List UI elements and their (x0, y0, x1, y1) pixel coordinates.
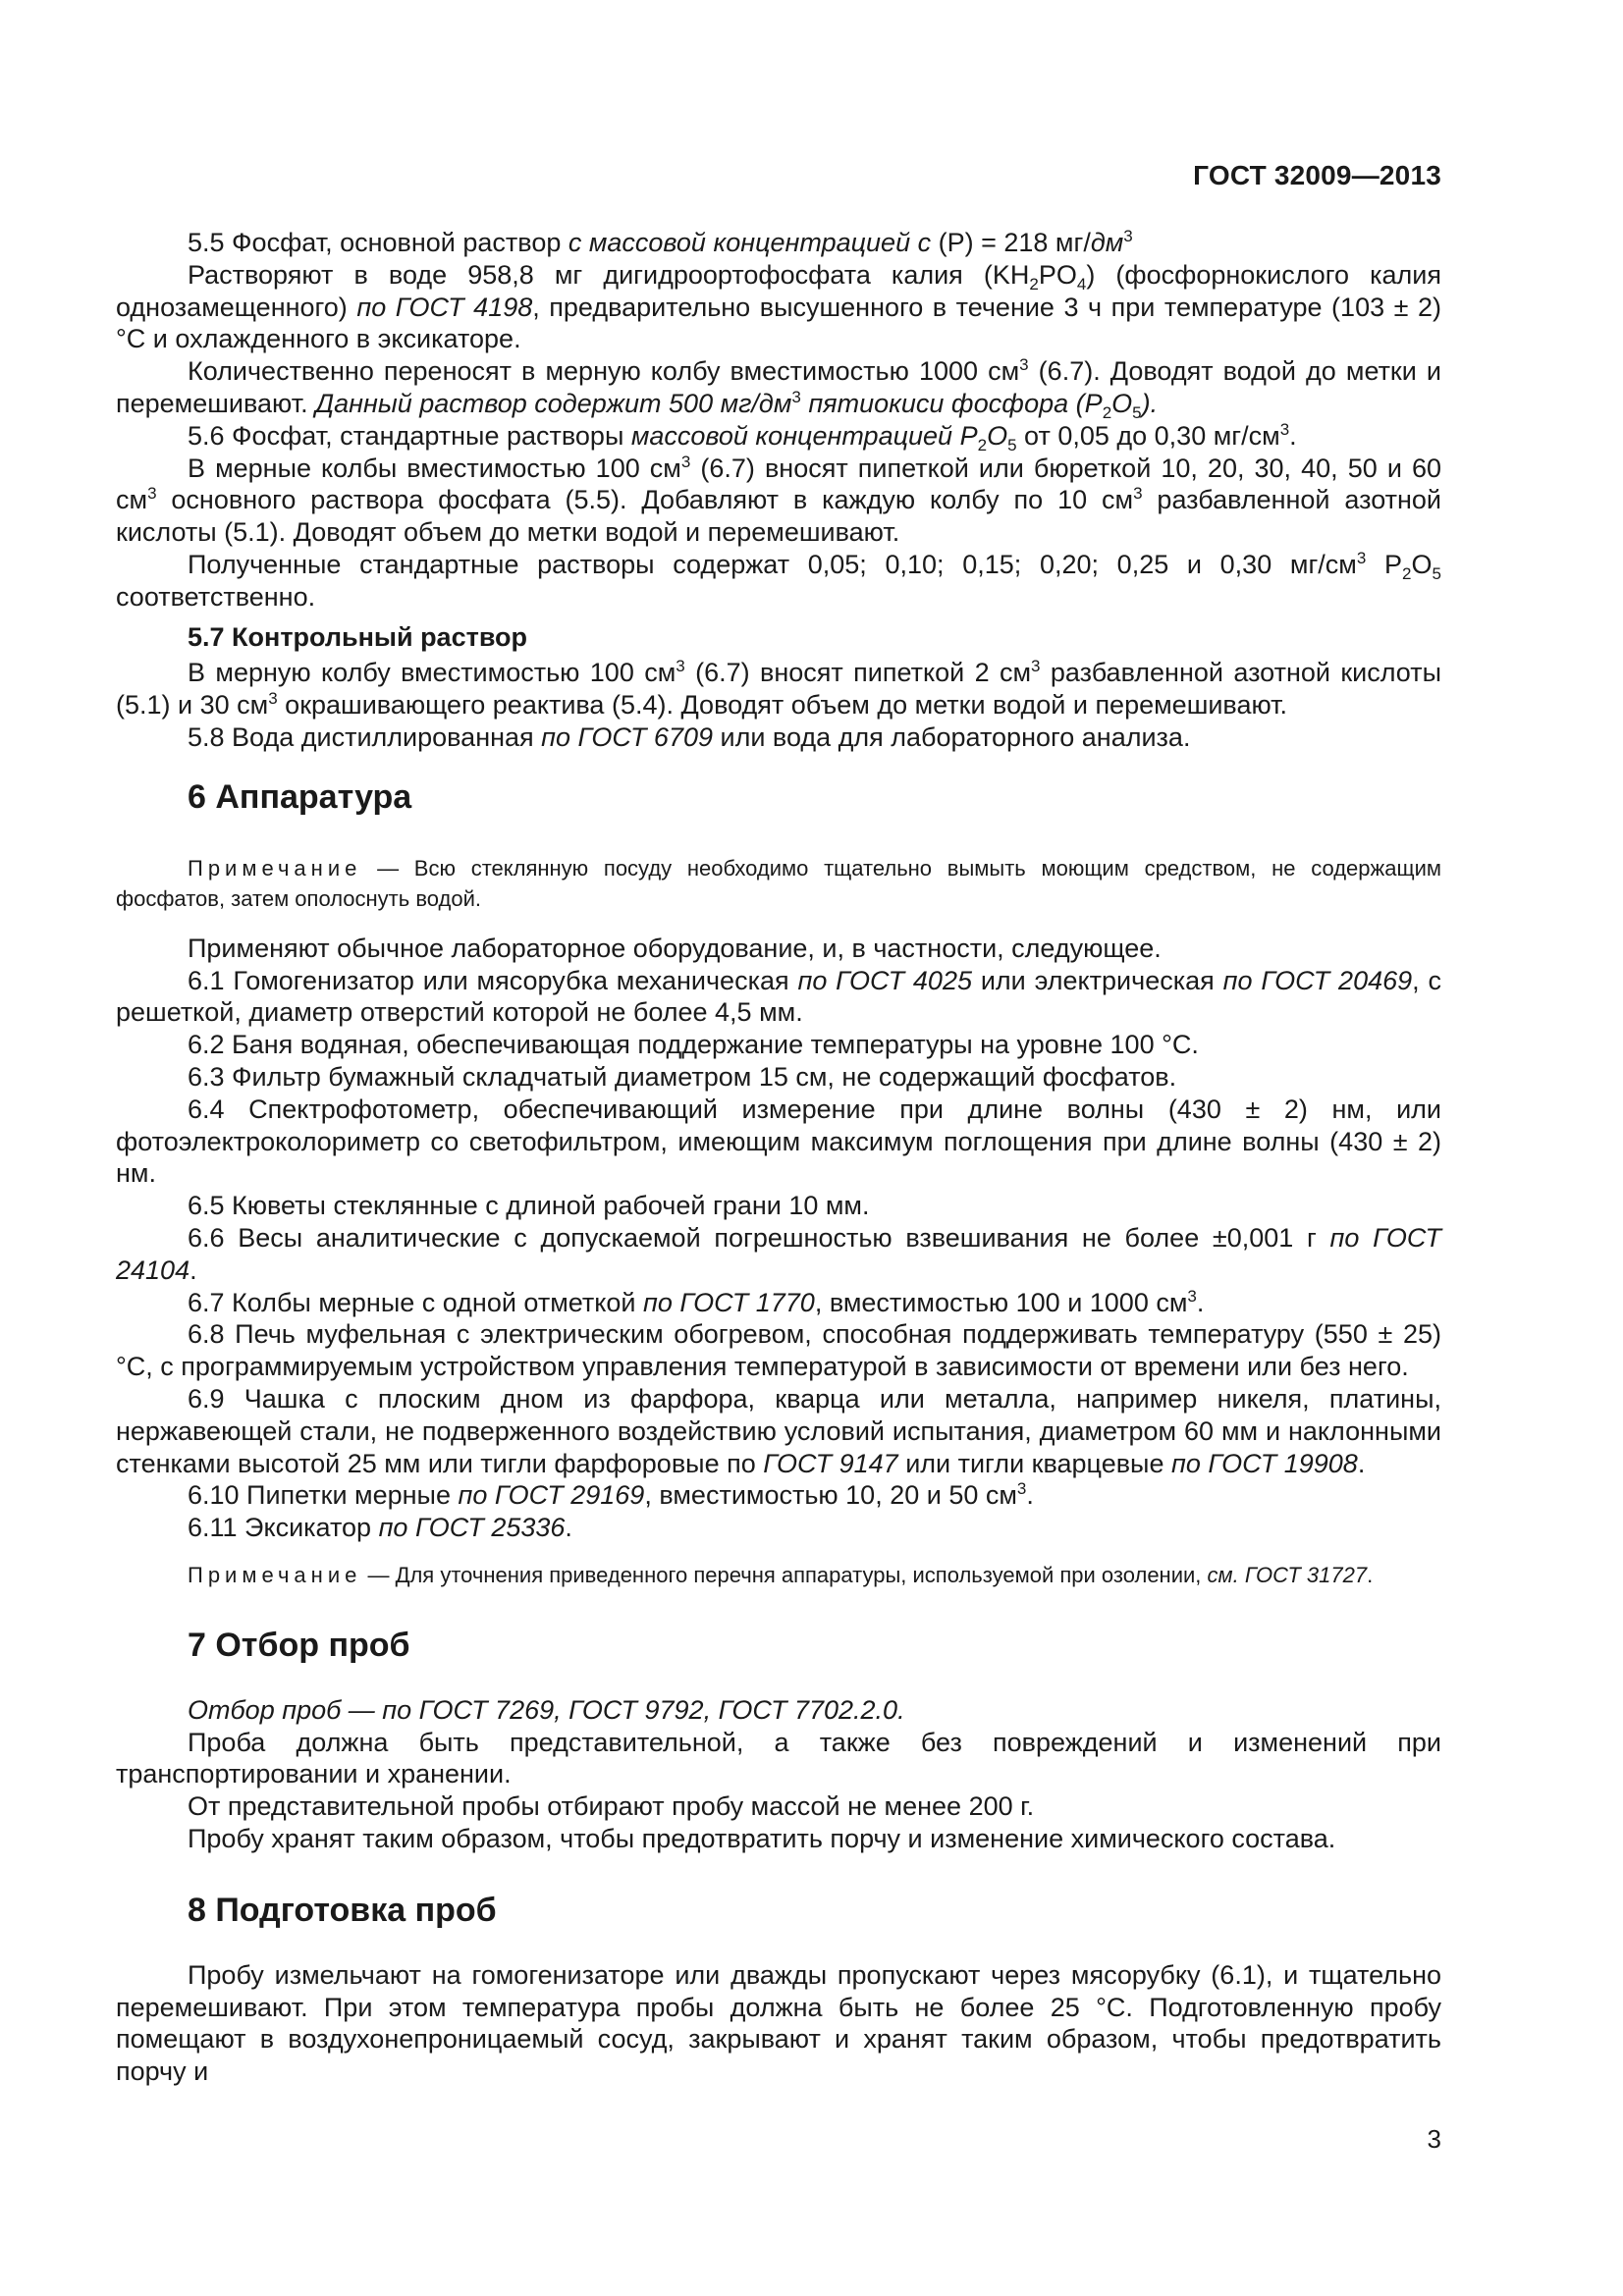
page-body (116, 227, 1441, 2088)
italic-run: Данный раствор содержит 500 мг/дм (315, 388, 792, 418)
text-run: Р (1366, 549, 1403, 579)
italic-run: по ГОСТ 25336 (378, 1513, 566, 1543)
italic-run: по ГОСТ 19908 (1170, 1448, 1358, 1478)
italic-run: дм (1090, 228, 1124, 257)
text-run: или вода для лабораторного анализа. (713, 721, 1191, 752)
section-8-title: 8 Подготовка проб (188, 1891, 497, 1929)
section-8-para-1: Пробу измельчают на гомогенизаторе или дважды пропускают через мясорубку (6.1), и тщательно перемешивают. При этом температура пробы должна быть не более 25 °С. Подготовленную пробу помещают в воздухонепроницаемый сосуд, закрывают и хранят таким образом, чтобы предотвратить порчу и (116, 1959, 1441, 2087)
clause-6-7 (116, 1287, 1441, 1319)
text-run: 6.7 Колбы мерные с одной отметкой (188, 1287, 643, 1317)
clause-6-3: 6.3 Фильтр бумажный складчатый диаметром 15 см, не содержащий фосфатов. (188, 1061, 1177, 1092)
text-run: 6.11 Эксикатор (188, 1513, 379, 1543)
text-run: О (1411, 549, 1433, 579)
superscript: 3 (1031, 657, 1041, 676)
clause-6-4: 6.4 Спектрофотометр, обеспечивающий измерение при длине волны (430 ± 2) нм, или фотоэлектроколориметр со светофильтром, имеющим максимум поглощения при длине волны (430 ± 2) нм. (116, 1094, 1441, 1189)
subscript: 5 (1132, 402, 1142, 422)
clause-6-8: 6.8 Печь муфельная с электрическим обогревом, способная поддерживать температуру (550 ± 25) °С, с программируемым устройством управления температурой в зависимости от времени или без него. (116, 1319, 1441, 1382)
italic-run: по ГОСТ 20469 (1222, 965, 1413, 995)
text-run: В мерные колбы вместимостью 100 см (188, 453, 681, 483)
text-run: (6.7). Доводят водой до метки и перемешивают. (116, 356, 1441, 418)
text-run: 5.8 Вода дистиллированная (188, 721, 542, 752)
superscript: 3 (1356, 548, 1367, 567)
subscript: 2 (977, 435, 988, 454)
italic-run: ). (1141, 388, 1159, 418)
superscript: 3 (680, 452, 691, 471)
superscript: 3 (1016, 1479, 1027, 1499)
section-7-para-1 (116, 1694, 1441, 1727)
text-run: разбавленной азотной кислоты (5.1) и 30 см (116, 658, 1441, 721)
section-6-intro: Применяют обычное лабораторное оборудование, и, в частности, следующее. (188, 933, 1162, 963)
text-run: основного раствора фосфата (5.5). Добавляют в каждую колбу по 10 см (156, 485, 1134, 515)
clause-6-1 (116, 965, 1441, 1030)
section-7-para-3: От представительной пробы отбирают пробу массой не менее 200 г. (188, 1791, 1035, 1822)
text-run: 5.6 Фосфат, стандартные растворы (188, 420, 631, 451)
subscript: 2 (1029, 274, 1039, 294)
clause-5-6-body-2 (116, 549, 1441, 614)
clause-5-6-body-1 (116, 453, 1441, 549)
document-code-header: ГОСТ 32009—2013 (1193, 160, 1441, 190)
text-run: — Для уточнения приведенного перечня аппаратуры, используемой при озолении, (361, 1562, 1208, 1587)
text-run: , с решеткой, диаметр отверстий которой не более 4,5 мм. (116, 965, 1441, 1028)
text-run: . (189, 1255, 197, 1285)
clause-5-5-body-1 (116, 259, 1441, 355)
text-run: или тигли кварцевые (897, 1448, 1171, 1478)
text-run: , вместимостью 10, 20 и 50 см (644, 1480, 1017, 1511)
italic-run: массовой концентрацией Р (630, 420, 978, 451)
text-run: , вместимостью 100 и 1000 см (814, 1287, 1188, 1317)
italic-run: по ГОСТ 4198 (356, 292, 533, 322)
text-run: PO (1038, 259, 1077, 290)
text-run: Растворяют в воде 958,8 мг дигидроортофосфата калия (KH (188, 259, 1030, 290)
clause-5-7-body (116, 657, 1441, 721)
text-run: . (1367, 1562, 1374, 1587)
superscript: 3 (1133, 484, 1143, 504)
clause-5-6 (116, 420, 1441, 453)
text-run: окрашивающего реактива (5.4). Доводят объем до метки водой и перемешивают. (277, 690, 1288, 721)
text-run: , предварительно высушенного в течение 3 ч при температуре (103 ± 2) °С и охлажденного в эксикаторе. (116, 292, 1441, 354)
text-run: 5.5 Фосфат, основной раствор (188, 228, 568, 257)
page-number: 3 (1427, 2124, 1441, 2154)
subscript: 4 (1076, 274, 1087, 294)
text-run: или электрическая (971, 965, 1223, 995)
section-6-note (116, 853, 1441, 914)
section-6-note-2 (116, 1560, 1441, 1590)
italic-run: ГОСТ 9147 (763, 1448, 898, 1478)
text-run: . (1357, 1448, 1366, 1478)
text-run: от 0,05 до 0,30 мг/см (1016, 420, 1280, 451)
text-run: соответственно. (116, 581, 316, 612)
subscript: 5 (1007, 435, 1017, 454)
italic-run: с массовой концентрацией с (568, 228, 932, 257)
italic-run: О (1111, 388, 1133, 418)
text-run: (6.7) вносят пипеткой или бюреткой 10, 20, 30, 40, 50 и 60 см (116, 453, 1441, 515)
text-run: — Всю стеклянную посуду необходимо тщательно вымыть моющим средством, не содержащим фосфатов, затем ополоснуть водой. (116, 855, 1441, 911)
text-run: 6.9 Чашка с плоским дном из фарфора, кварца или металла, например никеля, платины, нержавеющей стали, не подверженного воздействию условий испытания, диаметром 60 мм и наклонными стенками высотой 25 мм или тигли фарфоровые по (116, 1383, 1441, 1478)
text-run: . (1289, 420, 1297, 451)
superscript: 3 (1019, 355, 1029, 375)
section-7-para-4: Пробу хранят таким образом, чтобы предотвратить порчу и изменение химического состава. (188, 1824, 1336, 1854)
italic-run: см. ГОСТ 31727 (1207, 1562, 1368, 1587)
clause-6-10 (116, 1479, 1441, 1512)
italic-run: по ГОСТ 6709 (541, 721, 713, 752)
italic-run: по ГОСТ 1770 (642, 1287, 815, 1317)
italic-run: О (987, 420, 1008, 451)
superscript: 3 (1123, 227, 1133, 245)
text-run: . (1026, 1480, 1034, 1511)
subscript: 5 (1432, 563, 1441, 583)
superscript: 3 (268, 689, 278, 709)
superscript: 3 (1187, 1286, 1197, 1306)
superscript: 3 (147, 484, 157, 504)
italic-run: Отбор проб — по ГОСТ 7269, ГОСТ 9792, ГОСТ 7702.2.0. (188, 1694, 905, 1725)
section-7-title: 7 Отбор проб (188, 1626, 410, 1664)
text-run: (6.7) вносят пипеткой 2 см (684, 658, 1032, 688)
section-6-title: 6 Аппаратура (188, 777, 412, 816)
clause-5-8 (116, 721, 1441, 754)
clause-6-11 (116, 1512, 1441, 1544)
text-run: (Р) = 218 мг/ (931, 228, 1091, 257)
clause-5-7-title: 5.7 Контрольный раствор (188, 621, 528, 652)
clause-5-5 (116, 227, 1441, 259)
superscript: 3 (676, 657, 685, 676)
italic-run: по ГОСТ 24104 (116, 1222, 1442, 1285)
clause-6-6 (116, 1222, 1441, 1287)
text-run: Полученные стандартные растворы содержат 0,05; 0,10; 0,15; 0,20; 0,25 и 0,30 мг/см (188, 549, 1357, 579)
text-run: В мерную колбу вместимостью 100 см (188, 658, 676, 688)
superscript: 3 (1279, 419, 1290, 439)
subscript: 2 (1102, 402, 1112, 422)
text-run: Количественно переносят в мерную колбу вместимостью 1000 см (188, 356, 1020, 387)
clause-6-2: 6.2 Баня водяная, обеспечивающая поддержание температуры на уровне 100 °С. (188, 1030, 1199, 1060)
italic-run: пятиокиси фосфора (Р (800, 388, 1103, 418)
clause-6-5: 6.5 Кюветы стеклянные с длиной рабочей грани 10 мм. (188, 1191, 870, 1221)
text-run: . (1196, 1287, 1205, 1317)
italic-run: по ГОСТ 29169 (458, 1480, 645, 1511)
text-run: разбавленной азотной кислоты (5.1). Доводят объем до метки водой и перемешивают. (116, 485, 1441, 548)
section-7-para-2: Проба должна быть представительной, а также без повреждений и изменений при транспортировании и хранении. (116, 1727, 1441, 1789)
italic-run: по ГОСТ 4025 (797, 965, 972, 995)
subscript: 2 (1402, 563, 1412, 583)
text-run: 6.1 Гомогенизатор или мясорубка механическая (188, 965, 798, 995)
text-run: 6.6 Весы аналитические с допускаемой погрешностью взвешивания не более ±0,001 г (188, 1222, 1330, 1253)
clause-5-5-body-2 (116, 355, 1441, 420)
clause-6-9 (116, 1383, 1441, 1479)
superscript: 3 (791, 387, 801, 406)
text-run: 6.10 Пипетки мерные (188, 1480, 459, 1511)
text-run: ) (фосфорнокислого калия однозамещенного) (116, 259, 1441, 322)
text-run: . (565, 1513, 572, 1543)
note-label: Примечание (188, 1562, 362, 1587)
note-label: Примечание (188, 855, 362, 881)
